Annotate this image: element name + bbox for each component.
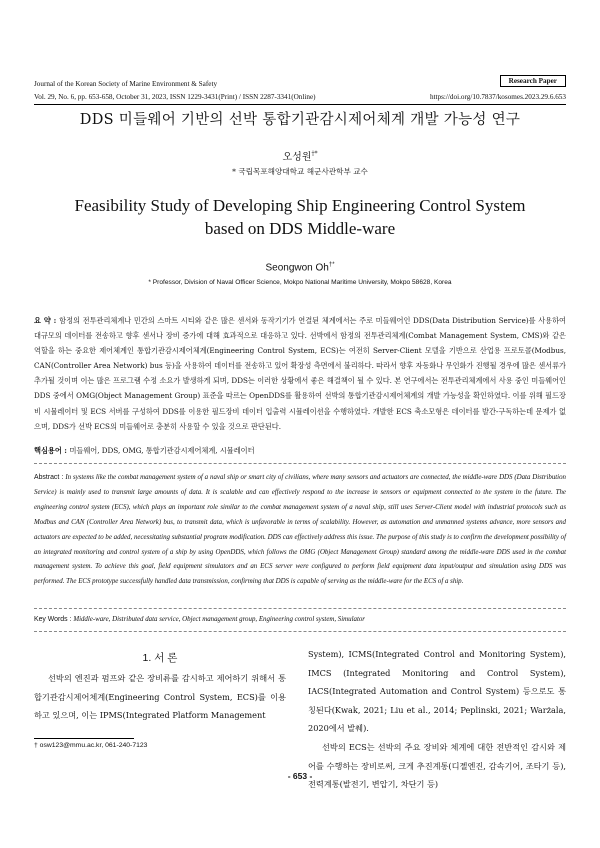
korean-author <box>0 148 600 163</box>
header-rule <box>34 104 566 105</box>
korean-keywords-text: 미들웨어, DDS, OMG, 통합기관감시제어체계, 시뮬레이터 <box>69 446 255 455</box>
korean-keywords-label: 핵심용어 : <box>34 446 70 455</box>
korean-author-mark: †* <box>311 150 318 158</box>
korean-keywords <box>34 446 566 456</box>
page-number: - 653 - <box>287 771 313 781</box>
english-title: Feasibility Study of Developing Ship Engineering Control System based on DDS Middle-ware <box>74 196 526 238</box>
english-keywords <box>34 616 566 623</box>
english-keywords-label: Key Words : <box>34 616 74 623</box>
korean-affiliation: * 국립목포해양대학교 해군사관학부 교수 <box>232 167 368 176</box>
english-author-mark: †* <box>328 262 335 268</box>
intro-right-paragraph-2: 선박의 ECS는 선박의 주요 장비와 체계에 대한 전반적인 감시와 제어를 수행하는 장비로써, 크게 추진계통(디젤엔진, 감속기어, 조타기 등), 전력계통(발전기, 변압기, 차단기 등) <box>308 741 566 790</box>
korean-abstract-text: 함정의 전투관리체계나 민간의 스마트 시티와 같은 많은 센서와 동작기기가 연결된 체계에서는 주로 미들웨어인 DDS(Data Distribution Service)를 사용하여 대규모의 데이터를 전송하고 향후 센서나 장비 증가에 대해 효과적으로 대응하고 있다. 선박에서 함정의 전투관리체계(Combat Management System, CMS)와 같은 역할을 하는 중요한 제어체계인 통합기관감시제어체계(Engineering Control System, ECS)는 여전히 Server-Client 모델을 기반으로 산업용 프로토콜(Modbus, CAN(Controller Area Network) bus 등)을 사용하여 데이터를 전송하고 있어 확장성 측면에서 불리하다. 따라서 향후 자동화나 무인화가 진행될 경우에 많은 센서류가 추가될 것이며 이는 많은 프로그램 수정 소요가 발생하게 되며, DDS는 이러한 상황에서 좋은 해결책이 될 수 있다. 본 연구에서는 전투관리체계에서 사용 중인 미들웨어인 DDS 중에서 OMG(Object Management Group) 표준을 따르는 OpenDDS를 활용하여 선박의 통합기관감시제어체계의 개발 가능성을 확인하였다. 이를 위해 필드장비 시뮬레이터 및 ECS 서버를 구성하여 DDS를 이용한 필드장비 데이터 입출력 시뮬레이션을 수행하였다. 개발한 ECS 축소모형은 데이터를 발간-구독하는데 문제가 없으며, DDS가 선박 ECS의 미들웨어로 충분히 사용할 수 있을 것으로 판단된다. <box>34 316 566 431</box>
journal-name: Journal of the Korean Society of Marine Environment & Safety <box>34 80 218 88</box>
english-author <box>0 262 600 273</box>
english-abstract <box>34 471 566 590</box>
korean-title: DDS 미들웨어 기반의 선박 통합기관감시제어체계 개발 가능성 연구 <box>79 112 521 128</box>
english-author-name: Seongwon Oh <box>265 262 329 274</box>
english-abstract-text: In systems like the combat management system of a naval ship or smart city of civilians, where many sensors and actuators are connected, the middle-ware DDS (Data Distribution Service) is mainly used to transmit large amounts of data. It is scalable and can effectively respond to the increase in sensors or equipment connected to the system in the future. The engineering control system (ECS), which plays an important role similar to the combat management system of a naval ship, still uses Server-Client model with industrial protocols such as Modbus and CAN (Controller Area Network) bus, to transmit data, which is unfavorable in terms of scalability. However, as automation and unmanned systems advance, more sensors and actuators are expected to be added, necessitating substantial program modification. DDS can effectively address this issue. The purpose of this study is to confirm the development possibility of an integrated monitoring and control system of a ship by using OpenDDS, which follows the OMG (Object Management Group) standard among the middle-ware DDS used in the combat management system. To achieve this goal, field equipment simulators and an ECS server were configured to perform field equipment data input/output and simulation using DDS was performed. The ECS prototype successfully handled data transmission, confirming that DDS is capable of serving as the middle-ware for the ECS of a ship. <box>34 474 566 586</box>
english-affiliation: * Professor, Division of Naval Officer Science, Mokpo National Maritime University, Mokpo 58628, Korea <box>148 279 452 286</box>
volume-issn-line: Vol. 29, No. 6, pp. 653-658, October 31, 2023, ISSN 1229-3431(Print) / ISSN 2287-3341(Online) <box>34 93 316 101</box>
footnote-rule <box>34 738 134 739</box>
abstract-divider <box>34 463 566 464</box>
intro-left-paragraph: 선박의 엔진과 펌프와 같은 장비류를 감시하고 제어하기 위해서 통합기관감시제어체계(Engineering Control System, ECS)를 이용하고 있으며, 이는 IPMS(Integrated Platform Management <box>34 673 286 721</box>
korean-author-name: 오성원 <box>282 152 312 163</box>
english-abstract-label: Abstract : <box>34 474 66 481</box>
keywords-divider <box>34 608 566 609</box>
english-keywords-text: Middle-ware, Distributed data service, Object management group, Engineering control system, Simulator <box>73 616 365 623</box>
korean-abstract-label: 요 약 : <box>34 316 60 325</box>
article-type-badge: Research Paper <box>500 75 566 87</box>
doi-link[interactable]: https://doi.org/10.7837/kosomes.2023.29.6.653 <box>429 93 566 101</box>
korean-abstract <box>34 313 566 434</box>
corresponding-author-footnote: † osw123@mmu.ac.kr, 061-240-7123 <box>34 742 148 749</box>
body-divider <box>34 631 566 632</box>
intro-right-paragraph-1: System), ICMS(Integrated Control and Monitoring System), IMCS (Integrated Monitoring and Control System), IACS(Integrated Automation and Control System) 등으로도 통칭된다(Kwak, 2021; Liu et al., 2014; Peplinski, 2021; Warżala, 2020에서 발췌). <box>308 649 566 734</box>
section-heading: 1. 서 론 <box>142 652 178 664</box>
